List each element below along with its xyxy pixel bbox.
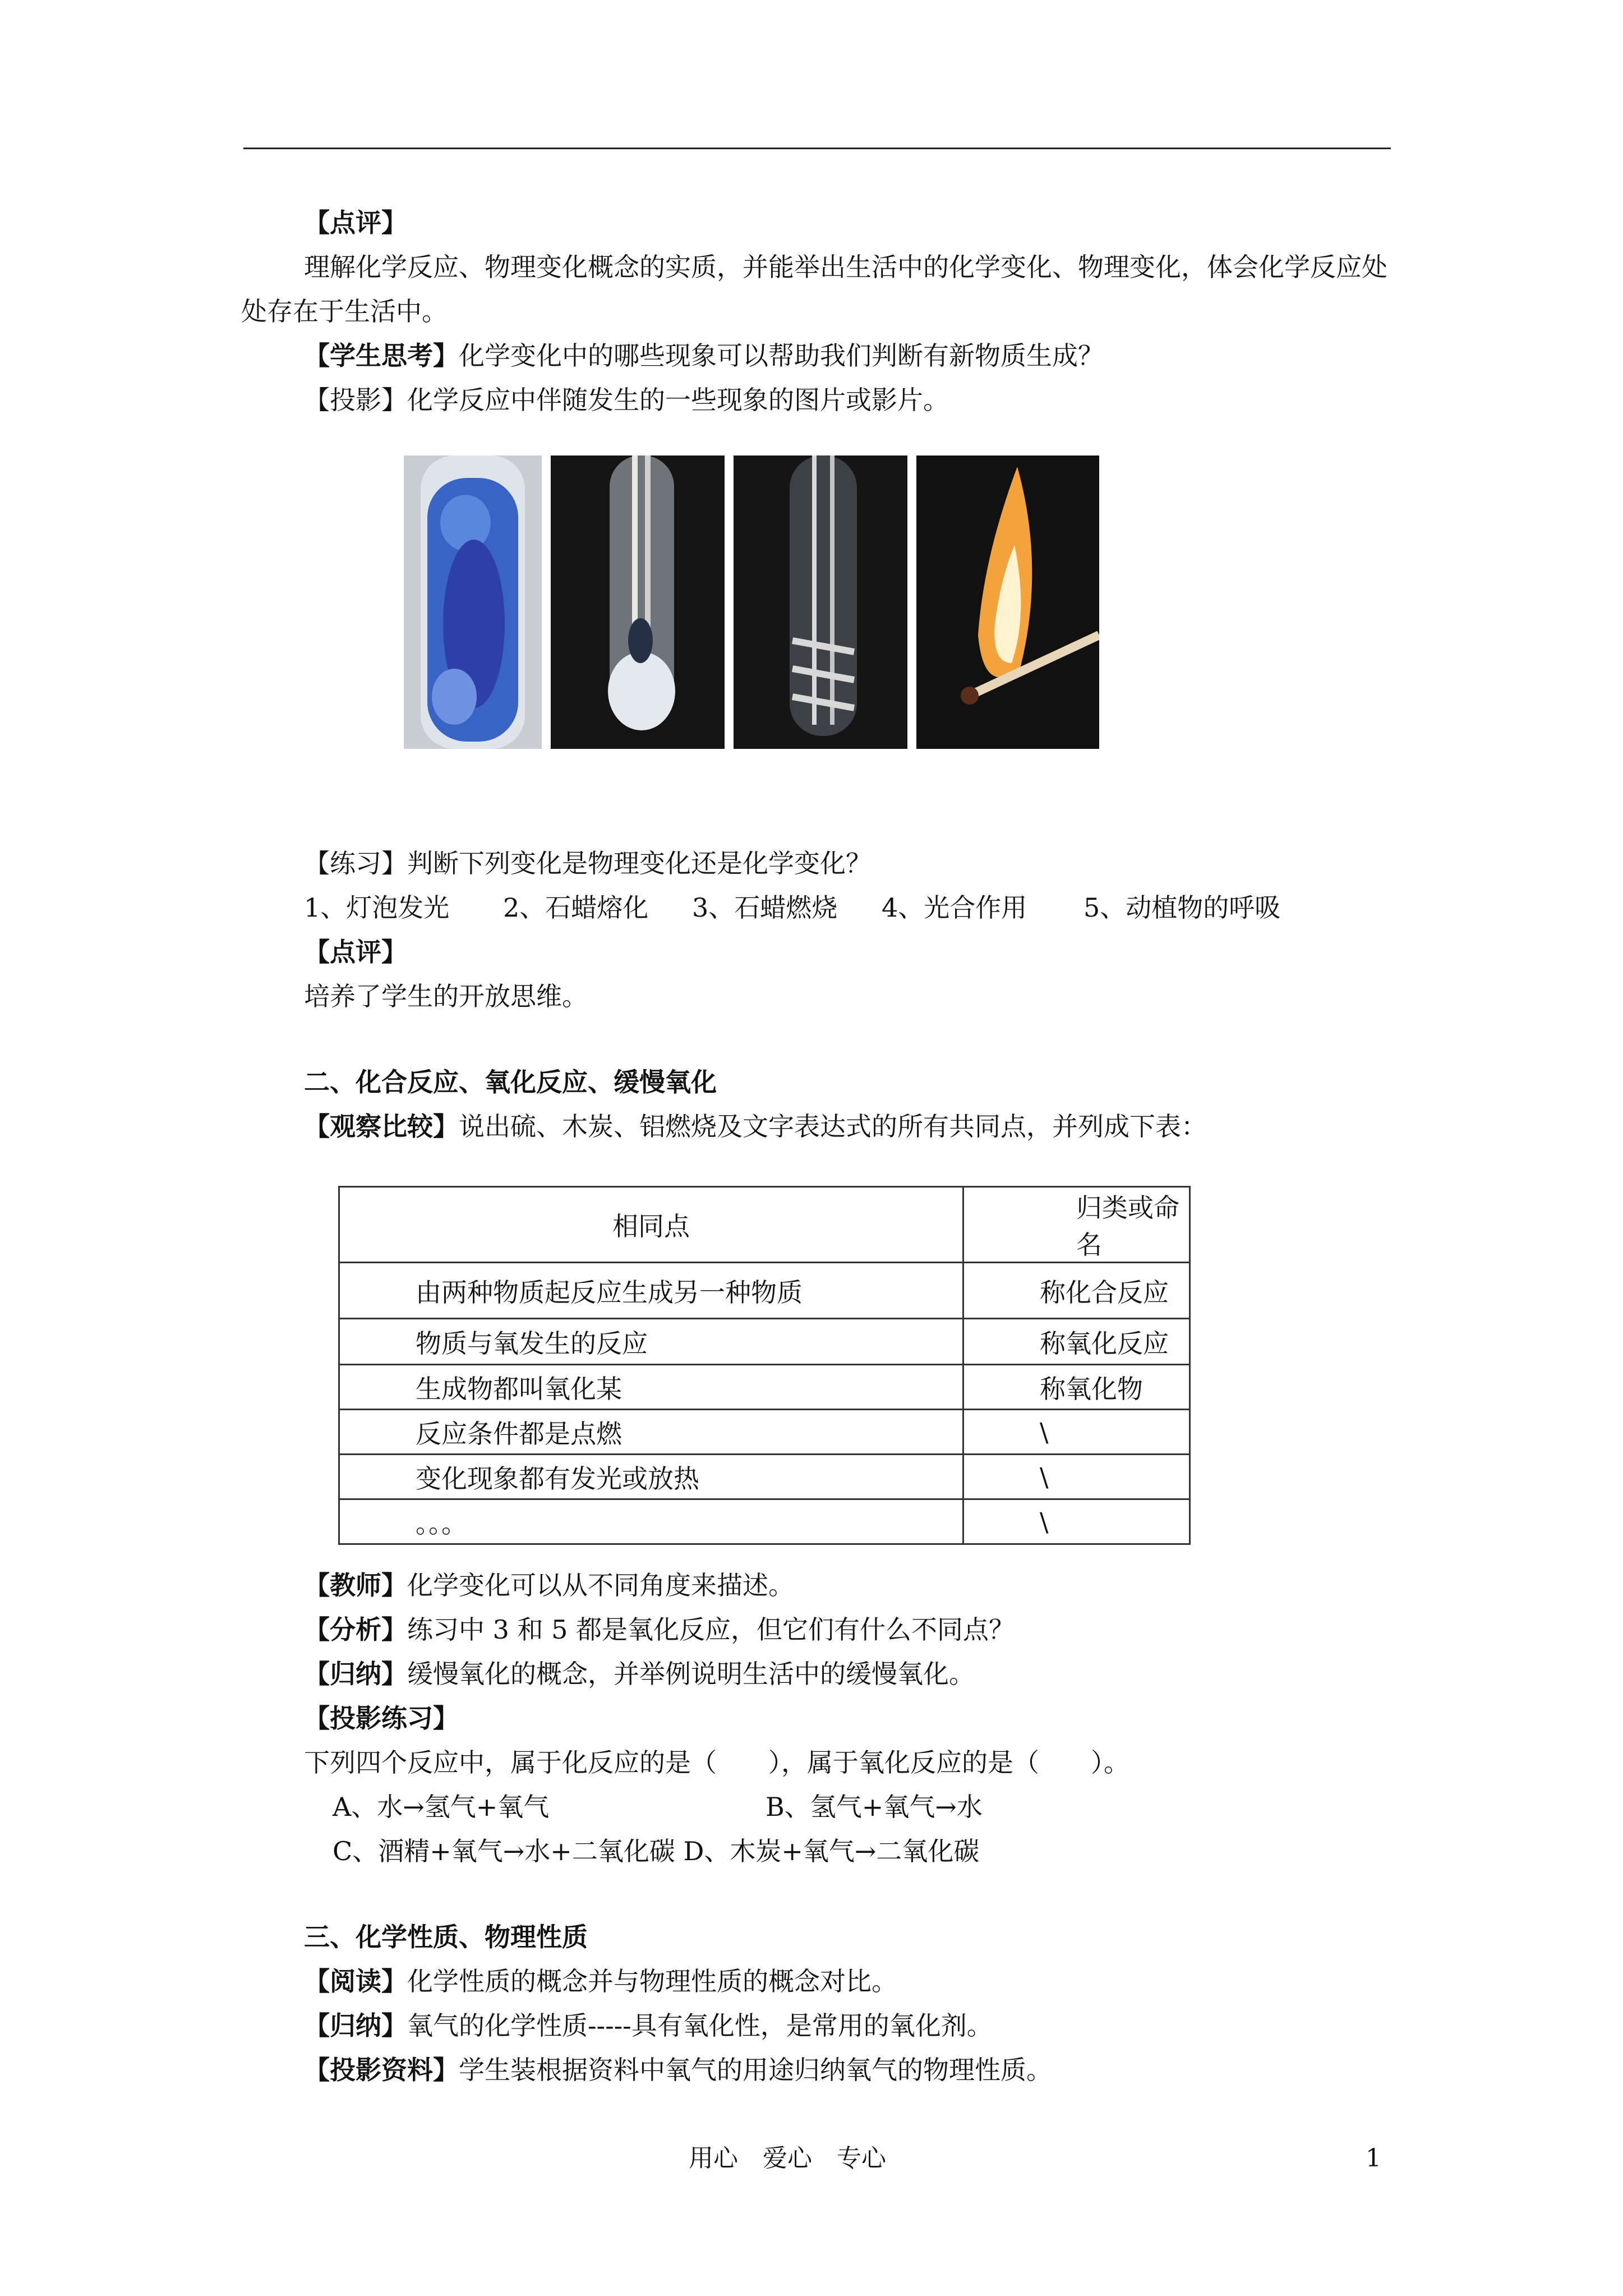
projection-text: 化学反应中伴随发生的一些现象的图片或影片。 [407, 385, 949, 415]
projection-data-line [304, 2048, 1052, 2092]
exercise-item: 2、石蜡熔化 [503, 892, 649, 923]
analysis-line [304, 1608, 1015, 1652]
induce-text: 缓慢氧化的概念，并举例说明生活中的缓慢氧化。 [407, 1659, 975, 1689]
reaction-photos [404, 455, 1099, 749]
table-cell: 变化现象都有发光或放热 [339, 1455, 963, 1499]
read-label: 【阅读】 [304, 1966, 407, 1996]
induce-line [304, 1652, 975, 1696]
read-text: 化学性质的概念并与物理性质的概念对比。 [407, 1966, 897, 1996]
section-heading: 二、化合反应、氧化反应、缓慢氧化 [304, 1067, 717, 1097]
comparison-table [338, 1186, 1191, 1545]
white-precipitate-photo [551, 455, 725, 749]
exercise-item: 1、灯泡发光 [304, 892, 450, 923]
table-cell: 生成物都叫氧化某 [339, 1365, 963, 1410]
footer-motto: 用心 爱心 专心 [689, 2144, 886, 2173]
metal-wire-tube-photo [734, 455, 907, 749]
review-label: 【点评】 [304, 208, 407, 238]
table-cell: 称氧化反应 [963, 1319, 1190, 1365]
table-header: 归类或命名 [963, 1187, 1190, 1263]
option-a: A、水→氢气+氧气 [333, 1792, 550, 1822]
header-rule [243, 148, 1391, 149]
read-line [304, 1959, 897, 2004]
teacher-text: 化学变化可以从不同角度来描述。 [407, 1570, 794, 1600]
table-cell: 物质与氧发生的反应 [339, 1319, 963, 1365]
teacher-label: 【教师】 [304, 1570, 407, 1600]
table-row [339, 1499, 1190, 1544]
exercise-item: 3、石蜡燃烧 [692, 892, 838, 923]
table-row [339, 1410, 1190, 1455]
table-cell: \ [963, 1410, 1190, 1455]
exercise-review-label: 【点评】 [304, 937, 407, 967]
exercise-item: 4、光合作用 [882, 892, 1027, 923]
induce-label: 【归纳】 [304, 2010, 407, 2041]
review-paragraph: 理解化学反应、物理变化概念的实质，并能举出生活中的化学变化、物理变化，体会化学反应处处存在于生活中。 [241, 252, 1387, 326]
blue-precipitate-photo [404, 455, 542, 749]
option-b: B、氢气+氧气→水 [766, 1792, 983, 1822]
exercise-line [304, 841, 872, 886]
options-c-d: C、酒精+氧气→水+二氧化碳 D、木炭+氧气→二氧化碳 [333, 1836, 980, 1866]
projection-exercise-label: 【投影练习】 [304, 1703, 459, 1733]
exercise-item: 5、动植物的呼吸 [1083, 892, 1281, 923]
student-think-line [304, 334, 1104, 378]
table-cell: \ [963, 1499, 1190, 1544]
exercise-question: 判断下列变化是物理变化还是化学变化？ [407, 848, 872, 878]
section-heading: 三、化学性质、物理性质 [304, 1922, 588, 1952]
table-row [339, 1319, 1190, 1365]
think-text: 化学变化中的哪些现象可以帮助我们判断有新物质生成？ [459, 341, 1104, 371]
projection-question: 下列四个反应中，属于化反应的是（ ），属于氧化反应的是（ ）。 [304, 1747, 1129, 1778]
table-cell: 。。。 [339, 1499, 963, 1544]
projection-label: 【投影】 [304, 385, 407, 415]
exercise-review-text: 培养了学生的开放思维。 [304, 981, 588, 1011]
table-cell: 反应条件都是点燃 [339, 1410, 963, 1455]
data-text: 学生装根据资料中氧气的用途归纳氧气的物理性质。 [459, 2055, 1052, 2085]
observe-label: 【观察比较】 [304, 1111, 459, 1142]
data-label: 【投影资料】 [304, 2055, 459, 2085]
induce-label: 【归纳】 [304, 1659, 407, 1689]
analysis-label: 【分析】 [304, 1614, 407, 1645]
think-label: 【学生思考】 [304, 341, 459, 371]
table-cell: 称化合反应 [963, 1263, 1190, 1319]
table-cell: \ [963, 1455, 1190, 1499]
table-header: 相同点 [339, 1187, 963, 1263]
projection-line [304, 378, 949, 422]
exercise-label: 【练习】 [304, 848, 407, 878]
teacher-line [304, 1563, 794, 1608]
table-row [339, 1365, 1190, 1410]
observe-line [304, 1105, 1207, 1149]
table-row [339, 1455, 1190, 1499]
table-cell: 由两种物质起反应生成另一种物质 [339, 1263, 963, 1319]
table-header-row [339, 1187, 1190, 1263]
induce-text: 氧气的化学性质-----具有氧化性，是常用的氧化剂。 [407, 2010, 993, 2041]
analysis-text: 练习中 3 和 5 都是氧化反应，但它们有什么不同点？ [407, 1614, 1015, 1645]
match-flame-photo [916, 455, 1099, 749]
table-cell: 称氧化物 [963, 1365, 1190, 1410]
observe-text: 说出硫、木炭、铝燃烧及文字表达式的所有共同点，并列成下表： [459, 1111, 1207, 1142]
page-number: 1 [1366, 2144, 1381, 2173]
table-row [339, 1263, 1190, 1319]
induce-oxygen-line [304, 2004, 993, 2048]
